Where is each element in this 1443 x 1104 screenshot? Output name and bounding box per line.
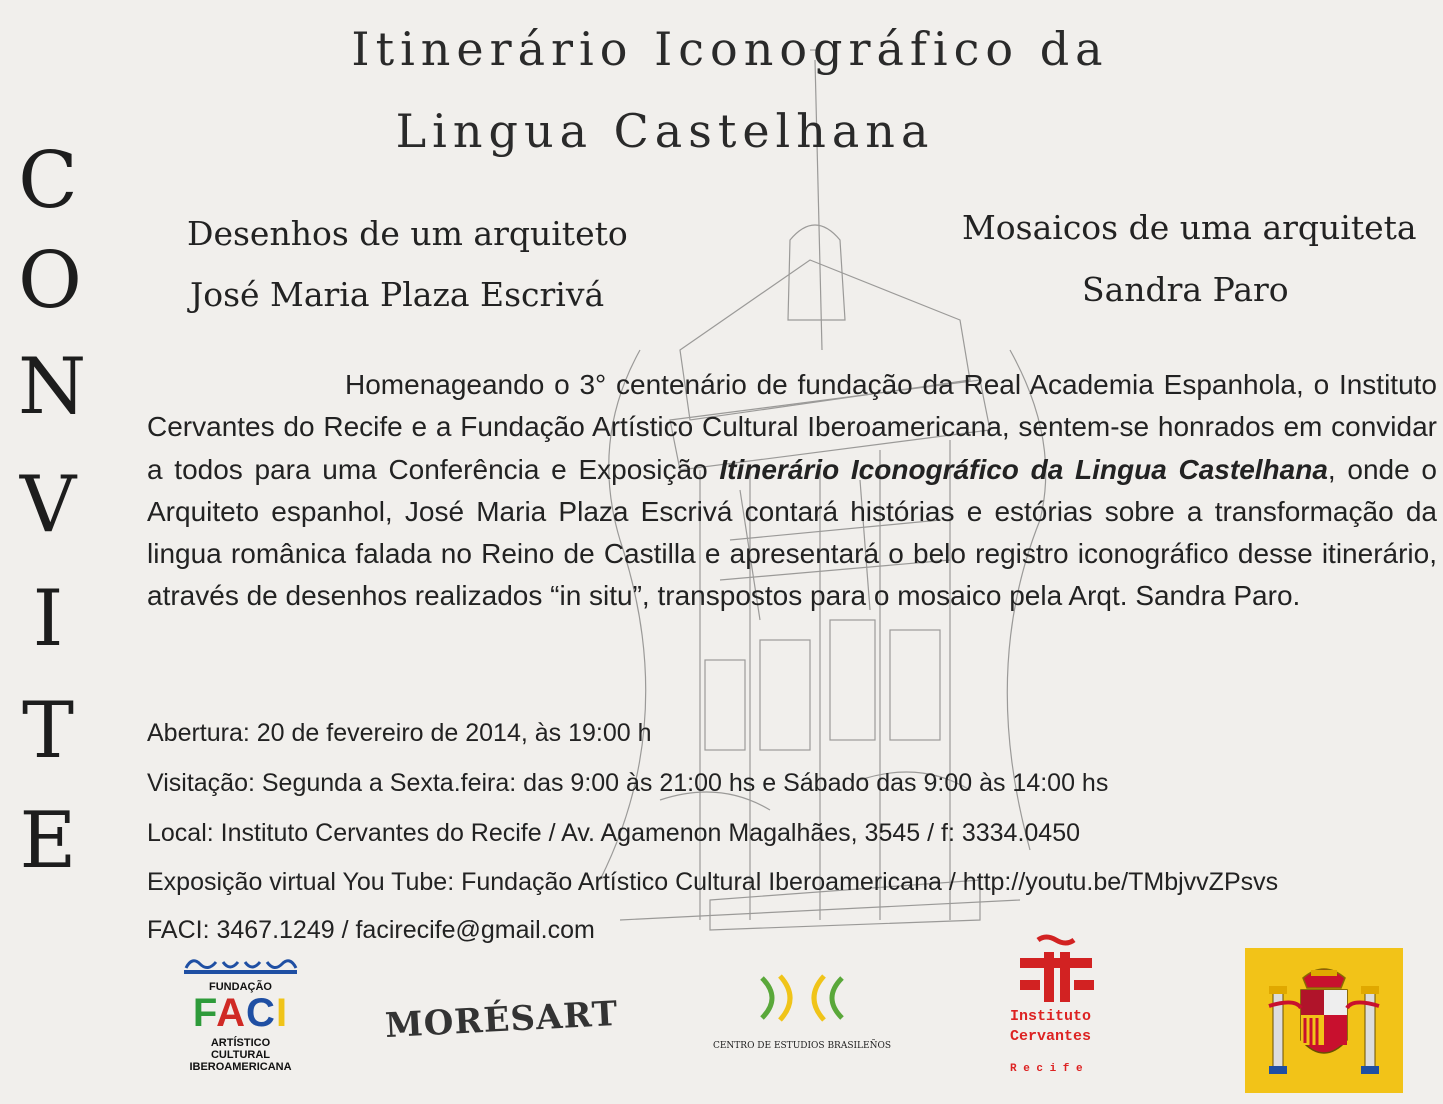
info-local: Local: Instituto Cervantes do Recife / Av. Agamenon Magalhães, 3545 / f: 3334.0450 <box>147 819 1081 847</box>
cervantes-line-3: R e c i f e <box>1010 1063 1083 1075</box>
vertical-letter-e: E <box>19 796 77 886</box>
vertical-letter-i: I <box>32 574 64 664</box>
paragraph-part-2: , onde o Arquiteto espanhol, José Maria Plaza Escrivá contará histórias e estórias sobre a transformação da lingua românica falada no Reino de Castilla e apresentará o belo registro iconográfico desse itinerário, através de desenhos realizados “in situ”, transpostos para o mosaico pela Arqt. Sandra Paro. <box>147 453 1437 612</box>
faci-line-3: IBEROAMERICANA <box>189 1061 292 1073</box>
cervantes-emblem-icon <box>1016 932 1096 1002</box>
spain-coat-of-arms-logo <box>1245 948 1403 1093</box>
info-visitacao: Visitação: Segunda a Sexta.feira: das 9:00 às 21:00 hs e Sábado das 9:00 às 14:00 hs <box>147 769 1109 797</box>
faci-wordmark: FACI <box>192 991 289 1035</box>
title-line-2: Lingua Castelhana <box>395 104 935 158</box>
moresart-logo: MORÉSART <box>384 993 620 1047</box>
left-subtitle-line-1: Desenhos de um arquiteto <box>187 214 628 253</box>
vertical-letter-n: N <box>18 342 87 432</box>
faci-logo <box>178 952 303 1102</box>
cervantes-line-1: Instituto <box>1010 1008 1092 1025</box>
vertical-letter-o: O <box>18 236 82 326</box>
paragraph-emphasis: Itinerário Iconográfico da Lingua Castelhana <box>719 453 1328 485</box>
info-virtual-exhibition: Exposição virtual You Tube: Fundação Artístico Cultural Iberoamericana / http://youtu.be/TMbjvvZPsvs <box>147 868 1279 896</box>
cervantes-line-2: Cervantes <box>1010 1028 1092 1045</box>
faci-ornament-icon <box>178 952 303 980</box>
invitation-paragraph <box>147 364 1437 618</box>
title-line-1: Itinerário Iconográfico da <box>351 22 1109 76</box>
info-abertura: Abertura: 20 de fevereiro de 2014, às 19:00 h <box>147 719 652 747</box>
right-subtitle-line-2: Sandra Paro <box>1082 270 1289 309</box>
coat-of-arms-icon <box>1245 948 1403 1093</box>
vertical-letter-v: V <box>19 460 77 550</box>
info-faci-contact: FACI: 3467.1249 / facirecife@gmail.com <box>147 916 595 944</box>
ceb-emblem-icon <box>752 968 852 1028</box>
faci-fundacao-label: FUNDAÇÃO <box>209 981 272 993</box>
left-subtitle-line-2: José Maria Plaza Escrivá <box>190 275 605 314</box>
right-subtitle-line-1: Mosaicos de uma arquiteta <box>962 208 1417 247</box>
paragraph-part-1: Homenageando o 3° centenário de fundação da Real Academia Espanhola, o Instituto Cervantes do Recife e a Fundação Artístico Cultural Iberoamericana, sentem-se honrados em convidar a todos para uma Conferência e Exposição <box>147 369 1437 485</box>
faci-line-1: ARTÍSTICO <box>210 1037 271 1049</box>
instituto-cervantes-logo <box>1010 932 1140 1092</box>
vertical-letter-t: T <box>21 686 75 776</box>
faci-line-2: CULTURAL <box>210 1049 271 1061</box>
ceb-logo <box>712 968 892 1058</box>
ceb-label: CENTRO DE ESTUDIOS BRASILEÑOS <box>712 1041 892 1051</box>
vertical-letter-c: C <box>18 136 78 226</box>
